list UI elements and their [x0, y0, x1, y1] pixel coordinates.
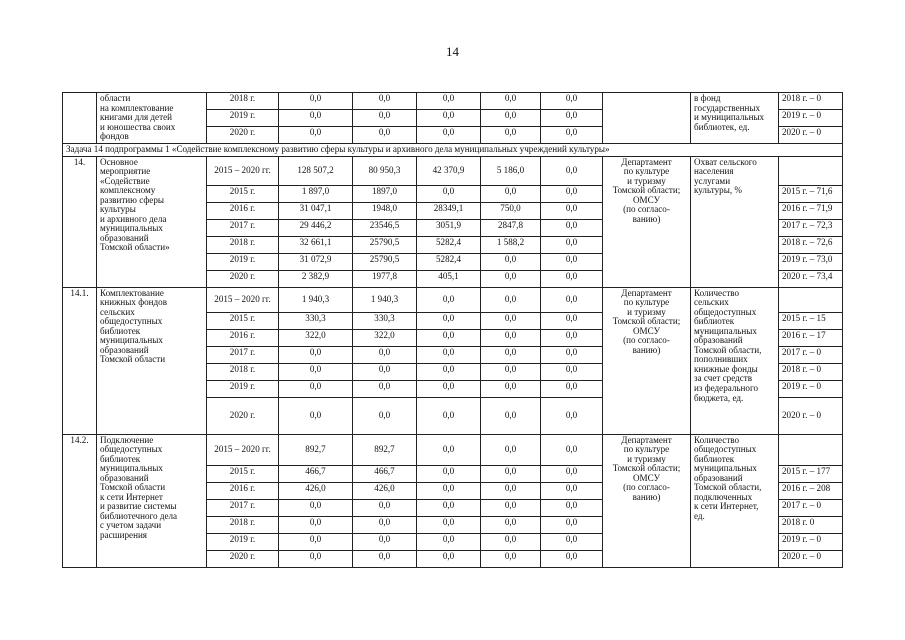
indicator-line: сельских: [694, 297, 729, 308]
total-cell: 322,0: [279, 329, 353, 346]
indicator-line: общедоступных: [694, 306, 757, 317]
activity-line: общедоступных: [100, 316, 163, 327]
target-cell: 2019 г. – 0: [779, 380, 843, 397]
extra-cell: 0,0: [541, 219, 603, 236]
executor-line: ОМСУ: [632, 472, 661, 483]
extra-cell: 0,0: [541, 363, 603, 380]
indicator-line: образований: [694, 335, 743, 346]
local-cell: 0,0: [481, 397, 541, 434]
executor-line: Департамент: [621, 156, 672, 167]
federal-cell: 23546,5: [353, 219, 417, 236]
extra-cell: 0,0: [541, 270, 603, 287]
executor-line: (по согласо-: [623, 204, 670, 215]
year-cell: 2018 г.: [207, 236, 279, 253]
activity-line: на комплектование: [100, 102, 174, 113]
target-cell: [779, 156, 843, 185]
target-cell: 2019 г. – 0: [779, 110, 843, 127]
local-cell: 0,0: [481, 499, 541, 516]
activity-line: общедоступных: [100, 444, 163, 455]
task-title: Задача 14 подпрограммы 1 «Содействие комплексному развитию сферы культуры и архивного дела муниципальных учреждений культуры»: [63, 144, 843, 157]
activity-line: книгами для детей: [100, 112, 172, 123]
year-cell: 2019 г.: [207, 380, 279, 397]
activity-line: библиотек: [100, 325, 141, 336]
total-cell: 0,0: [279, 397, 353, 434]
federal-cell: 0,0: [353, 516, 417, 533]
regional-cell: 0,0: [417, 550, 481, 567]
indicator-line: пополнивших: [694, 354, 748, 365]
row-number-cell: [63, 93, 97, 144]
year-cell: 2016 г.: [207, 329, 279, 346]
activity-line: и архивного дела: [100, 213, 167, 224]
activity-cell: [97, 93, 207, 144]
total-cell: 0,0: [279, 380, 353, 397]
local-cell: 0,0: [481, 93, 541, 110]
activity-line: образований: [100, 472, 149, 483]
local-cell: 0,0: [481, 287, 541, 312]
activity-line: образований: [100, 344, 149, 355]
extra-cell: 0,0: [541, 253, 603, 270]
total-cell: 426,0: [279, 482, 353, 499]
regional-cell: 0,0: [417, 287, 481, 312]
activity-line: муниципальных: [100, 223, 163, 234]
activity-line: Комплектование: [100, 287, 164, 298]
federal-cell: 25790,5: [353, 236, 417, 253]
indicator-line: библиотек: [694, 316, 735, 327]
federal-cell: 0,0: [353, 127, 417, 144]
regional-cell: 0,0: [417, 329, 481, 346]
indicator-line: населения: [694, 166, 734, 177]
total-cell: 0,0: [279, 363, 353, 380]
total-cell: 0,0: [279, 93, 353, 110]
regional-cell: 5282,4: [417, 253, 481, 270]
indicator-line: государственных: [694, 102, 761, 113]
indicator-line: бюджета, ед.: [694, 392, 744, 403]
federal-cell: 0,0: [353, 346, 417, 363]
target-cell: 2018 г. 0: [779, 516, 843, 533]
executor-cell: [603, 156, 691, 287]
local-cell: 0,0: [481, 312, 541, 329]
year-cell: 2015 г.: [207, 185, 279, 202]
indicator-line: образований: [694, 472, 743, 483]
local-cell: 0,0: [481, 533, 541, 550]
indicator-cell: [691, 287, 779, 434]
executor-cell: [603, 434, 691, 567]
federal-cell: 0,0: [353, 550, 417, 567]
indicator-line: за счет средств: [694, 373, 753, 384]
activity-line: сельских: [100, 306, 135, 317]
local-cell: 0,0: [481, 482, 541, 499]
activity-line: библиотек: [100, 453, 141, 464]
activity-line: фондов: [100, 131, 129, 142]
year-cell: 2017 г.: [207, 219, 279, 236]
federal-cell: 1977,8: [353, 270, 417, 287]
federal-cell: 0,0: [353, 110, 417, 127]
extra-cell: 0,0: [541, 516, 603, 533]
federal-cell: 892,7: [353, 434, 417, 465]
executor-line: ванию): [632, 491, 661, 502]
activity-line: культуры: [100, 204, 136, 215]
activity-line: Подключение: [100, 434, 154, 445]
table-row: [63, 93, 843, 110]
activity-line: и развитие системы: [100, 501, 177, 512]
target-cell: 2016 г. – 71,9: [779, 202, 843, 219]
target-cell: 2020 г. – 73,4: [779, 270, 843, 287]
year-cell: 2015 – 2020 гг.: [207, 156, 279, 185]
indicator-line: к сети Интернет,: [694, 501, 759, 512]
total-cell: 0,0: [279, 533, 353, 550]
activity-line: расширения: [100, 530, 147, 541]
activity-cell: [97, 287, 207, 434]
regional-cell: 0,0: [417, 465, 481, 482]
total-cell: 0,0: [279, 110, 353, 127]
total-cell: 0,0: [279, 127, 353, 144]
year-cell: 2015 – 2020 гг.: [207, 287, 279, 312]
total-cell: 466,7: [279, 465, 353, 482]
extra-cell: 0,0: [541, 156, 603, 185]
target-cell: 2015 г. – 177: [779, 465, 843, 482]
activity-line: Томской области: [100, 354, 166, 365]
page-number: 14: [446, 44, 459, 59]
year-cell: 2020 г.: [207, 550, 279, 567]
target-cell: 2020 г. – 0: [779, 550, 843, 567]
extra-cell: 0,0: [541, 312, 603, 329]
federal-cell: 80 950,3: [353, 156, 417, 185]
indicator-line: книжные фонды: [694, 363, 758, 374]
local-cell: 0,0: [481, 550, 541, 567]
table-row: [63, 287, 843, 312]
activity-line: муниципальных: [100, 463, 163, 474]
extra-cell: 0,0: [541, 127, 603, 144]
extra-cell: 0,0: [541, 236, 603, 253]
year-cell: 2016 г.: [207, 482, 279, 499]
activity-line: «Содействие: [100, 175, 150, 186]
local-cell: 750,0: [481, 202, 541, 219]
regional-cell: 0,0: [417, 397, 481, 434]
target-cell: 2017 г. – 0: [779, 499, 843, 516]
indicator-cell: [691, 93, 779, 144]
activity-line: образований: [100, 232, 149, 243]
activity-line: мероприятие: [100, 166, 151, 177]
program-table: [62, 92, 843, 568]
task-header-row: [63, 144, 843, 157]
target-cell: 2017 г. – 0: [779, 346, 843, 363]
local-cell: 0,0: [481, 465, 541, 482]
year-cell: 2019 г.: [207, 253, 279, 270]
indicator-line: муниципальных: [694, 463, 757, 474]
target-cell: 2020 г. – 0: [779, 127, 843, 144]
federal-cell: 466,7: [353, 465, 417, 482]
local-cell: 0,0: [481, 516, 541, 533]
target-cell: [779, 287, 843, 312]
indicator-line: Количество: [694, 287, 740, 298]
local-cell: 1 588,2: [481, 236, 541, 253]
regional-cell: 405,1: [417, 270, 481, 287]
extra-cell: 0,0: [541, 110, 603, 127]
total-cell: 31 072,9: [279, 253, 353, 270]
executor-line: ванию): [632, 213, 661, 224]
federal-cell: 0,0: [353, 499, 417, 516]
total-cell: 128 507,2: [279, 156, 353, 185]
indicator-line: подключенных: [694, 491, 753, 502]
extra-cell: 0,0: [541, 287, 603, 312]
regional-cell: 0,0: [417, 185, 481, 202]
extra-cell: 0,0: [541, 185, 603, 202]
local-cell: 5 186,0: [481, 156, 541, 185]
row-number-cell: 14.2.: [63, 434, 97, 567]
local-cell: 0,0: [481, 434, 541, 465]
local-cell: 2847,8: [481, 219, 541, 236]
year-cell: 2015 – 2020 гг.: [207, 434, 279, 465]
row-number-cell: 14.: [63, 156, 97, 287]
executor-line: и туризму: [627, 306, 666, 317]
year-cell: 2018 г.: [207, 93, 279, 110]
regional-cell: 0,0: [417, 533, 481, 550]
year-cell: 2015 г.: [207, 465, 279, 482]
target-cell: 2019 г. – 73,0: [779, 253, 843, 270]
activity-line: библиотечного дела: [100, 510, 178, 521]
activity-line: книжных фондов: [100, 297, 168, 308]
target-cell: [779, 434, 843, 465]
activity-line: Томской области: [100, 482, 166, 493]
local-cell: 0,0: [481, 270, 541, 287]
year-cell: 2017 г.: [207, 499, 279, 516]
indicator-line: из федерального: [694, 383, 759, 394]
local-cell: 0,0: [481, 363, 541, 380]
activity-line: комплексному: [100, 185, 156, 196]
total-cell: 330,3: [279, 312, 353, 329]
extra-cell: 0,0: [541, 482, 603, 499]
activity-line: с учетом задачи: [100, 520, 162, 531]
table-row: [63, 434, 843, 465]
activity-line: Основное: [100, 156, 138, 167]
total-cell: 0,0: [279, 550, 353, 567]
total-cell: 29 446,2: [279, 219, 353, 236]
indicator-cell: [691, 434, 779, 567]
regional-cell: 0,0: [417, 110, 481, 127]
year-cell: 2019 г.: [207, 533, 279, 550]
extra-cell: 0,0: [541, 434, 603, 465]
target-cell: 2017 г. – 72,3: [779, 219, 843, 236]
total-cell: 31 047,1: [279, 202, 353, 219]
executor-line: Департамент: [621, 434, 672, 445]
federal-cell: 1948,0: [353, 202, 417, 219]
target-cell: 2018 г. – 72,6: [779, 236, 843, 253]
executor-line: ОМСУ: [632, 194, 661, 205]
executor-line: Томской области;: [612, 185, 681, 196]
activity-line: Томской области»: [100, 242, 170, 253]
extra-cell: 0,0: [541, 397, 603, 434]
regional-cell: 0,0: [417, 127, 481, 144]
regional-cell: 0,0: [417, 482, 481, 499]
total-cell: 2 382,9: [279, 270, 353, 287]
local-cell: 0,0: [481, 346, 541, 363]
activity-cell: [97, 434, 207, 567]
executor-line: и туризму: [627, 175, 666, 186]
executor-line: (по согласо-: [623, 482, 670, 493]
federal-cell: 322,0: [353, 329, 417, 346]
federal-cell: 0,0: [353, 380, 417, 397]
indicator-line: Томской области,: [694, 344, 762, 355]
local-cell: 0,0: [481, 329, 541, 346]
executor-line: и туризму: [627, 453, 666, 464]
local-cell: 0,0: [481, 253, 541, 270]
executor-line: по культуре: [623, 444, 670, 455]
federal-cell: 426,0: [353, 482, 417, 499]
executor-cell: [603, 287, 691, 434]
extra-cell: 0,0: [541, 329, 603, 346]
regional-cell: 0,0: [417, 312, 481, 329]
total-cell: 32 661,1: [279, 236, 353, 253]
total-cell: 1 940,3: [279, 287, 353, 312]
indicator-line: ед.: [694, 510, 705, 521]
target-cell: 2016 г. – 208: [779, 482, 843, 499]
activity-cell: [97, 156, 207, 287]
indicator-line: Охват сельского: [694, 156, 757, 167]
extra-cell: 0,0: [541, 380, 603, 397]
regional-cell: 0,0: [417, 93, 481, 110]
federal-cell: 0,0: [353, 533, 417, 550]
target-cell: 2018 г. – 0: [779, 93, 843, 110]
extra-cell: 0,0: [541, 202, 603, 219]
executor-line: Томской области;: [612, 463, 681, 474]
indicator-line: Томской области,: [694, 482, 762, 493]
indicator-line: библиотек: [694, 453, 735, 464]
extra-cell: 0,0: [541, 346, 603, 363]
activity-line: развитию сферы: [100, 194, 164, 205]
activity-line: муниципальных: [100, 335, 163, 346]
local-cell: 0,0: [481, 380, 541, 397]
year-cell: 2015 г.: [207, 312, 279, 329]
indicator-line: услугами: [694, 175, 731, 186]
table-row: [63, 156, 843, 185]
executor-line: по культуре: [623, 166, 670, 177]
federal-cell: 0,0: [353, 397, 417, 434]
executor-line: Томской области;: [612, 316, 681, 327]
extra-cell: 0,0: [541, 93, 603, 110]
executor-line: Департамент: [621, 287, 672, 298]
local-cell: 0,0: [481, 110, 541, 127]
indicator-line: общедоступных: [694, 444, 757, 455]
extra-cell: 0,0: [541, 499, 603, 516]
target-cell: 2020 г. – 0: [779, 397, 843, 434]
federal-cell: 0,0: [353, 363, 417, 380]
indicator-line: Количество: [694, 434, 740, 445]
activity-line: к сети Интернет: [100, 491, 163, 502]
total-cell: 0,0: [279, 516, 353, 533]
regional-cell: 0,0: [417, 516, 481, 533]
indicator-line: в фонд: [694, 93, 721, 103]
year-cell: 2020 г.: [207, 127, 279, 144]
indicator-line: культуры, %: [694, 185, 742, 196]
regional-cell: 0,0: [417, 346, 481, 363]
year-cell: 2018 г.: [207, 516, 279, 533]
executor-line: ОМСУ: [632, 325, 661, 336]
federal-cell: 0,0: [353, 93, 417, 110]
total-cell: 1 897,0: [279, 185, 353, 202]
regional-cell: 42 370,9: [417, 156, 481, 185]
total-cell: 0,0: [279, 346, 353, 363]
indicator-line: библиотек, ед.: [694, 121, 750, 132]
executor-line: (по согласо-: [623, 335, 670, 346]
regional-cell: 3051,9: [417, 219, 481, 236]
year-cell: 2020 г.: [207, 397, 279, 434]
target-cell: 2015 г. – 71,6: [779, 185, 843, 202]
federal-cell: 330,3: [353, 312, 417, 329]
year-cell: 2020 г.: [207, 270, 279, 287]
year-cell: 2017 г.: [207, 346, 279, 363]
year-cell: 2019 г.: [207, 110, 279, 127]
federal-cell: 25790,5: [353, 253, 417, 270]
extra-cell: 0,0: [541, 465, 603, 482]
local-cell: 0,0: [481, 185, 541, 202]
regional-cell: 0,0: [417, 499, 481, 516]
executor-cell: [603, 93, 691, 144]
activity-line: области: [100, 93, 131, 103]
regional-cell: 0,0: [417, 380, 481, 397]
indicator-line: и муниципальных: [694, 112, 765, 123]
target-cell: 2015 г. – 15: [779, 312, 843, 329]
federal-cell: 1897,0: [353, 185, 417, 202]
row-number-cell: 14.1.: [63, 287, 97, 434]
executor-line: по культуре: [623, 297, 670, 308]
local-cell: 0,0: [481, 127, 541, 144]
indicator-cell: [691, 156, 779, 287]
regional-cell: 0,0: [417, 434, 481, 465]
target-cell: 2016 г. – 17: [779, 329, 843, 346]
regional-cell: 5282,4: [417, 236, 481, 253]
total-cell: 892,7: [279, 434, 353, 465]
executor-line: ванию): [632, 344, 661, 355]
year-cell: 2016 г.: [207, 202, 279, 219]
extra-cell: 0,0: [541, 550, 603, 567]
target-cell: 2019 г. – 0: [779, 533, 843, 550]
activity-line: и юношества своих: [100, 121, 176, 132]
regional-cell: 0,0: [417, 363, 481, 380]
extra-cell: 0,0: [541, 533, 603, 550]
regional-cell: 28349,1: [417, 202, 481, 219]
federal-cell: 1 940,3: [353, 287, 417, 312]
total-cell: 0,0: [279, 499, 353, 516]
year-cell: 2018 г.: [207, 363, 279, 380]
indicator-line: муниципальных: [694, 325, 757, 336]
target-cell: 2018 г. – 0: [779, 363, 843, 380]
table-body: [63, 93, 843, 568]
